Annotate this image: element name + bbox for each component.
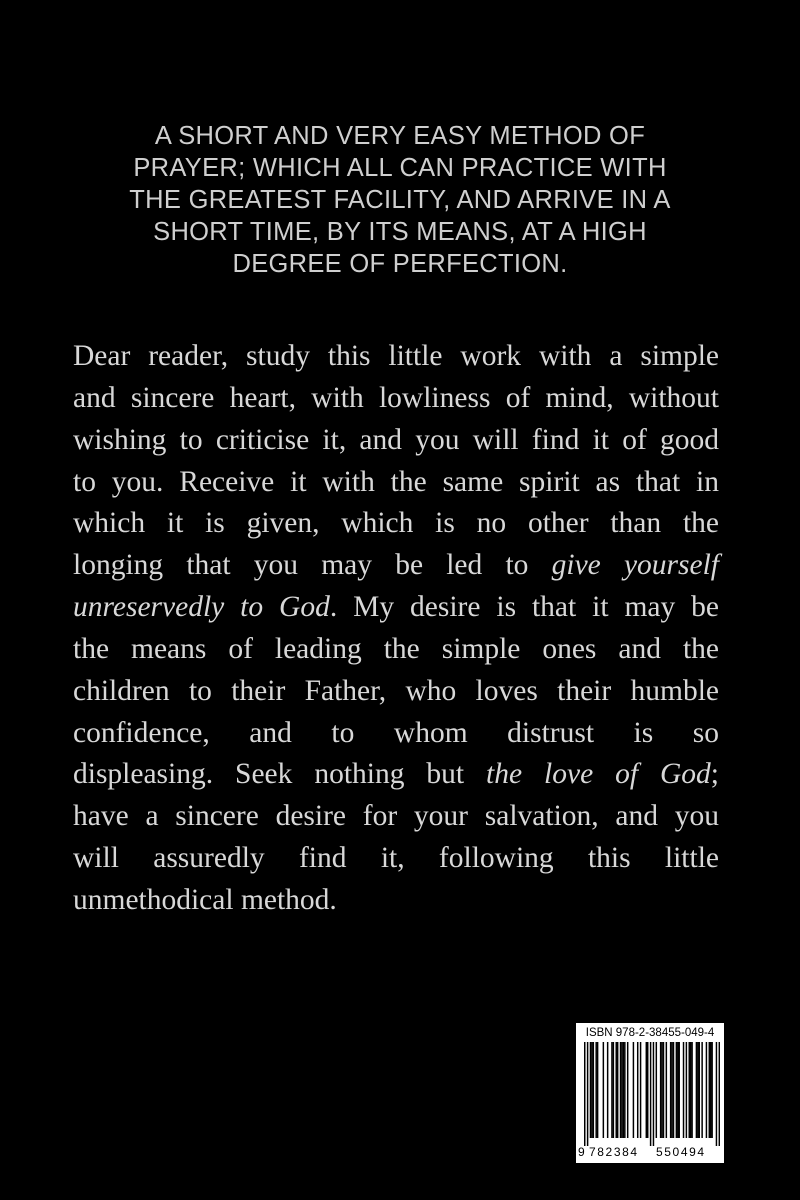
blurb-line: will assuredly find it, following this little	[73, 842, 719, 875]
barcode-bar	[597, 1042, 598, 1138]
barcode-bar	[670, 1042, 671, 1138]
barcode-bar	[689, 1042, 690, 1138]
barcode-bar	[690, 1042, 691, 1138]
barcode-bar	[646, 1042, 647, 1138]
blurb-emphasis: give yourself	[551, 549, 719, 582]
heading-line: DEGREE OF PERFECTION.	[232, 250, 568, 278]
barcode-bar	[660, 1042, 661, 1138]
barcode-bar	[620, 1042, 621, 1138]
barcode-bar	[615, 1042, 616, 1138]
barcode-bar	[661, 1042, 662, 1138]
heading-line: SHORT TIME, BY ITS MEANS, AT A HIGH	[153, 218, 647, 246]
blurb-paragraph	[73, 336, 719, 922]
barcode-bar	[650, 1042, 651, 1146]
blurb-line: and sincere heart, with lowliness of mind, without	[73, 381, 719, 414]
barcode-bar	[584, 1042, 585, 1146]
blurb-emphasis: the love of God	[486, 758, 711, 791]
blurb-text: ;	[710, 758, 719, 791]
barcode-bar	[617, 1042, 618, 1138]
barcode-bar	[595, 1042, 596, 1138]
blurb-text: . My desire is that it may be	[329, 591, 719, 624]
barcode-bar	[613, 1042, 614, 1138]
barcode-bar	[663, 1042, 664, 1138]
blurb-line: confidence, and to whom distrust is so	[73, 716, 719, 749]
barcode-bar	[686, 1042, 687, 1138]
blurb-line: have a sincere desire for your salvation, and you	[73, 800, 719, 833]
isbn-label: ISBN 978-2-38455-049-4	[585, 1027, 715, 1039]
barcode-bar	[656, 1042, 657, 1138]
blurb-line: wishing to criticise it, and you will find it of good	[73, 423, 719, 456]
blurb-line	[73, 754, 719, 796]
barcode-bar	[678, 1042, 679, 1138]
blurb-line: to you. Receive it with the same spirit as that in	[73, 465, 719, 498]
barcode-bars	[584, 1042, 720, 1146]
barcode-bar	[710, 1042, 711, 1138]
barcode-bar	[716, 1042, 717, 1146]
barcode-digits-left: 782384	[589, 1145, 639, 1159]
heading-line: A SHORT AND VERY EASY METHOD OF	[154, 122, 646, 150]
blurb-line: the means of leading the simple ones and the	[73, 632, 719, 665]
barcode-bar	[587, 1042, 588, 1146]
blurb-emphasis: unreservedly to God	[73, 591, 330, 624]
barcode-bar	[711, 1042, 712, 1138]
blurb-line	[73, 587, 719, 629]
barcode-bar	[676, 1042, 677, 1138]
barcode-bar	[706, 1042, 707, 1138]
barcode-bar	[621, 1042, 622, 1138]
barcode-bar	[607, 1042, 608, 1138]
blurb-line: unmethodical method.	[73, 883, 337, 916]
blurb-text: longing that you may be led to	[73, 549, 552, 582]
blurb-line	[73, 545, 719, 587]
isbn-barcode	[576, 1023, 724, 1163]
blurb-line: which it is given, which is no other than the	[73, 507, 719, 540]
barcode-bar	[697, 1042, 698, 1138]
blurb-line: children to their Father, who loves their humble	[73, 674, 719, 707]
barcode-digits-right: 550494	[656, 1145, 706, 1159]
barcode-bar	[699, 1042, 700, 1138]
barcode-bar	[637, 1042, 638, 1138]
barcode-bar	[624, 1042, 625, 1138]
barcode-bar	[696, 1042, 697, 1138]
barcode-bar	[640, 1042, 641, 1138]
heading-line: THE GREATEST FACILITY, AND ARRIVE IN A	[129, 186, 671, 214]
barcode-bar	[719, 1042, 720, 1146]
barcode-digit-first: 9	[578, 1145, 585, 1159]
barcode-bar	[683, 1042, 684, 1138]
barcode-bar	[611, 1042, 612, 1138]
barcode-bar	[677, 1042, 678, 1138]
barcode-bar	[709, 1042, 710, 1138]
barcode-bar	[633, 1042, 634, 1138]
blurb-text: displeasing. Seek nothing but	[73, 758, 487, 791]
barcode-bar	[653, 1042, 654, 1146]
barcode-bar	[591, 1042, 592, 1138]
barcode-bar	[666, 1042, 667, 1138]
cover-heading	[80, 120, 720, 280]
heading-line: PRAYER; WHICH ALL CAN PRACTICE WITH	[133, 154, 667, 182]
barcode-bar	[593, 1042, 594, 1138]
barcode-bar	[647, 1042, 648, 1138]
barcode-bar	[627, 1042, 628, 1138]
barcode-bar	[691, 1042, 692, 1138]
barcode-bar	[590, 1042, 591, 1138]
barcode-bar	[603, 1042, 604, 1138]
barcode-bar	[623, 1042, 624, 1138]
barcode-bar	[673, 1042, 674, 1138]
barcode-bar	[701, 1042, 702, 1138]
blurb-line: Dear reader, study this little work with a simple	[73, 340, 719, 372]
barcode-digits	[576, 1144, 724, 1160]
barcode-bar	[671, 1042, 672, 1138]
